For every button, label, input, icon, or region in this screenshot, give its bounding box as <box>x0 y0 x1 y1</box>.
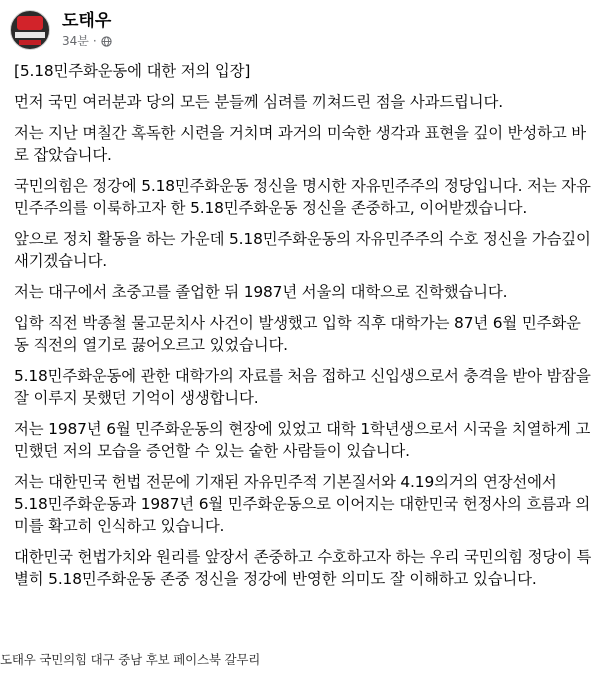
image-caption: 도태우 국민의힘 대구 중남 후보 페이스북 갈무리 <box>0 652 261 667</box>
post-time-row <box>62 33 112 49</box>
post-paragraph: 저는 대구에서 초중고를 졸업한 뒤 1987년 서울의 대학으로 진학했습니다. <box>14 283 508 301</box>
post-paragraph: 저는 1987년 6월 민주화운동의 현장에 있었고 대학 1학년생으로서 시국을 치열하게 고민했던 저의 모습을 증언할 수 있는 숱한 사람들이 있습니다. <box>14 420 591 460</box>
post-paragraph: 5.18민주화운동에 관한 대학가의 자료를 처음 접하고 신입생으로서 충격을 받아 밤잠을 잘 이루지 못했던 기억이 생생합니다. <box>14 367 591 407</box>
author-name[interactable]: 도태우 <box>62 11 112 31</box>
post-meta <box>62 11 112 49</box>
post-paragraph: 저는 대한민국 헌법 전문에 기재된 자유민주적 기본질서와 4.19의거의 연장선에서 5.18민주화운동과 1987년 6월 민주화운동으로 이어지는 대한민국 헌정사의 흐름과 의미를 확고히 인식하고 있습니다. <box>14 473 591 535</box>
post-paragraph: 국민의힘은 정강에 5.18민주화운동 정신을 명시한 자유민주주의 정당입니다. 저는 자유민주주의를 이룩하고자 한 5.18민주화운동 정신을 존중하고, 이어받겠습니다. <box>14 177 591 217</box>
post-time[interactable]: 34분 <box>62 34 89 48</box>
post-paragraph: [5.18민주화운동에 대한 저의 입장] <box>14 62 251 80</box>
post-paragraph: 앞으로 정치 활동을 하는 가운데 5.18민주화운동의 자유민주주의 수호 정신을 가슴깊이 새기겠습니다. <box>14 230 591 270</box>
separator: · <box>92 34 97 48</box>
post-paragraph: 먼저 국민 여러분과 당의 모든 분들께 심려를 끼쳐드린 점을 사과드립니다. <box>14 93 503 111</box>
post-body <box>14 60 594 599</box>
post-paragraph: 저는 지난 며칠간 혹독한 시련을 거치며 과거의 미숙한 생각과 표현을 깊이 반성하고 바로 잡았습니다. <box>14 124 587 164</box>
avatar[interactable] <box>10 10 50 50</box>
globe-icon <box>101 36 112 47</box>
post-paragraph: 입학 직전 박종철 물고문치사 사건이 발생했고 입학 직후 대학가는 87년 6월 민주화운동 직전의 열기로 끓어오르고 있었습니다. <box>14 314 581 354</box>
post-header <box>10 8 112 52</box>
post-paragraph: 대한민국 헌법가치와 원리를 앞장서 존중하고 수호하고자 하는 우리 국민의힘 정당이 특별히 5.18민주화운동 존중 정신을 정강에 반영한 의미도 잘 이해하고 있습니다. <box>14 548 592 588</box>
